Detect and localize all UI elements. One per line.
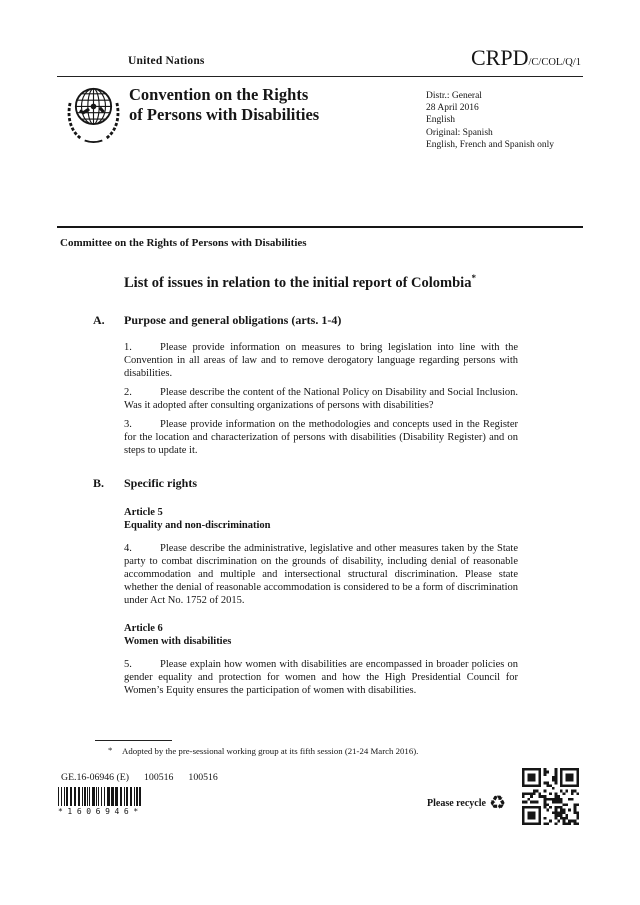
barcode <box>58 787 146 816</box>
org-name: United Nations <box>128 55 205 67</box>
paragraph-number: 3. <box>124 418 132 430</box>
distribution-block <box>426 90 554 151</box>
distr-line: Distr.: General <box>426 91 482 101</box>
page-title-text: List of issues in relation to the initial report of Colombia <box>124 274 472 291</box>
paragraph-number: 2. <box>124 386 132 398</box>
document-symbol-main: CRPD <box>471 45 529 70</box>
date-code-2: 100516 <box>188 772 218 783</box>
paragraph-2 <box>124 386 518 412</box>
article-number: Article 6 <box>124 622 163 634</box>
date-code-1: 100516 <box>144 772 174 783</box>
paragraph-5 <box>124 658 518 697</box>
title-footnote-marker: * <box>471 273 476 283</box>
paragraph-number: 5. <box>124 658 132 670</box>
document-body <box>60 237 518 697</box>
convention-title-line1: Convention on the Rights <box>129 85 309 104</box>
paragraph-text: Please describe the content of the National Policy on Disability and Social Inclusion. Was it adopted after consulting organizations of persons with disabilities? <box>124 386 518 411</box>
paragraph-number: 4. <box>124 542 132 554</box>
distr-language: English <box>426 115 456 126</box>
distr-languages-note: English, French and Spanish only <box>426 139 554 150</box>
section-label: A. <box>93 312 105 327</box>
article-6-heading <box>124 622 518 649</box>
convention-title-line2: of Persons with Disabilities <box>129 104 320 124</box>
paragraph-text: Please describe the administrative, legislative and other measures taken by the State party to combat discrimination on the grounds of disability, including denial of reasonable accommodation and multiple and intersectional structural discrimination. Please state whether the denial of reasonable accommodation is considered to be a form of discrimination under Act No. 1752 of 2015. <box>124 542 518 606</box>
article-subtitle: Women with disabilities <box>124 636 232 648</box>
page-title <box>124 269 518 292</box>
paragraph-1 <box>124 341 518 380</box>
paragraph-text: Please provide information on measures to bring legislation into line with the Convention in all areas of law and to remove derogatory language regarding persons with disabilities. <box>124 341 518 379</box>
barcode-text: *1606946* <box>58 807 143 816</box>
paragraph-text: Please provide information on the methodologies and concepts used in the Register for the location and characterization of persons with disabilities (Disability Register) and on steps to update it. <box>124 418 518 456</box>
section-title: Purpose and general obligations (arts. 1-4) <box>124 312 342 327</box>
ge-number: GE.16-06946 (E) <box>61 772 130 783</box>
distr-original: Original: Spanish <box>426 127 493 138</box>
recycle-icon: ♻ <box>488 793 506 814</box>
recycle-note <box>427 794 506 813</box>
footnote <box>108 745 418 756</box>
footnote-marker: * <box>108 745 113 755</box>
section-label: B. <box>93 475 105 490</box>
paragraph-4 <box>124 542 518 607</box>
paragraph-number: 1. <box>124 341 132 353</box>
section-heading-a <box>93 313 518 328</box>
document-symbol <box>471 45 581 71</box>
header-rule-thick <box>57 226 583 228</box>
footnote-separator <box>95 740 172 741</box>
article-number: Article 5 <box>124 506 163 518</box>
recycle-label: Please recycle <box>427 798 486 809</box>
paragraph-text: Please explain how women with disabilities are encompassed in broader policies on gender equality and protection for women and how the High Presidential Council for Women’s Equity ensures the participation of women with disabilities. <box>124 658 518 696</box>
footnote-text: Adopted by the pre-sessional working group at its fifth session (21-24 March 2016). <box>122 746 419 756</box>
committee-name: Committee on the Rights of Persons with Disabilities <box>60 237 307 249</box>
qr-code <box>522 768 579 830</box>
ge-number-line <box>61 772 218 783</box>
header-rule-thin <box>57 76 583 77</box>
article-5-heading <box>124 506 518 533</box>
distr-date: 28 April 2016 <box>426 103 479 114</box>
paragraph-3 <box>124 418 518 457</box>
convention-title <box>129 85 319 124</box>
section-heading-b <box>93 476 518 491</box>
un-emblem-icon <box>62 81 125 152</box>
section-title: Specific rights <box>124 475 197 490</box>
document-symbol-suffix: /C/COL/Q/1 <box>528 57 581 68</box>
article-subtitle: Equality and non-discrimination <box>124 520 271 532</box>
